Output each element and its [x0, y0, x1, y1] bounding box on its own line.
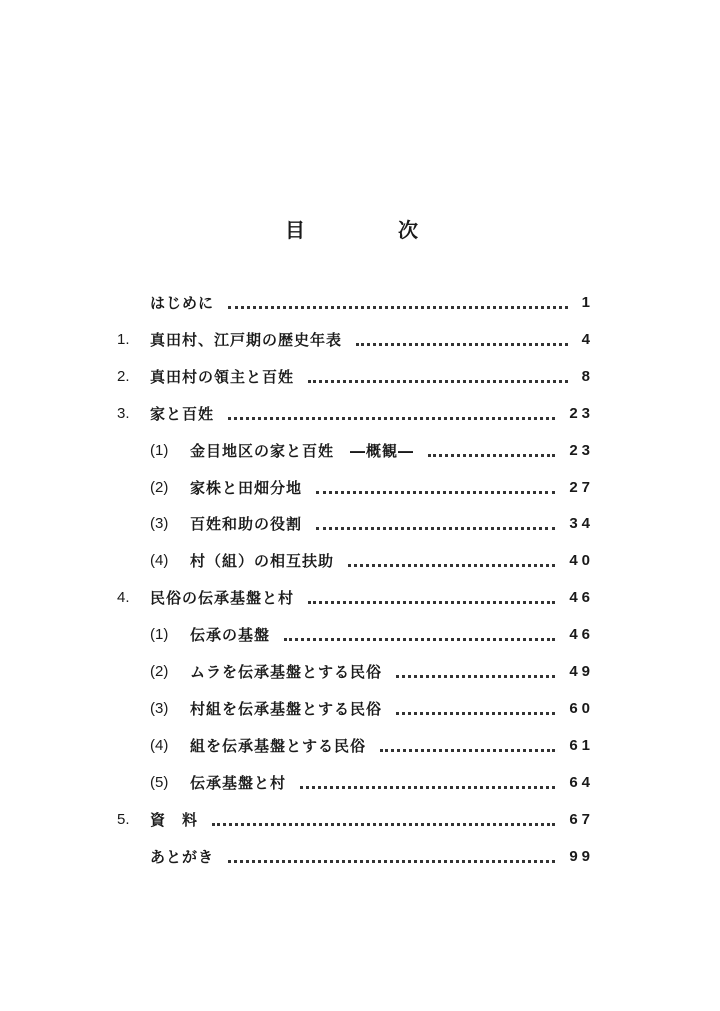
toc-leader-dots	[316, 527, 555, 530]
toc-entry-label: 真田村、江戸期の歴史年表	[150, 330, 343, 349]
toc-entry-page: 23	[569, 404, 594, 422]
toc-entry-label: 伝承基盤と村	[190, 773, 287, 792]
toc-entry-label: 資 料	[150, 810, 199, 829]
toc-entry-page: 61	[569, 736, 594, 754]
toc-entry-page: 8	[581, 367, 594, 385]
toc-entry-page: 64	[569, 773, 594, 791]
toc-entry-label: 家株と田畑分地	[190, 478, 303, 497]
toc-leader-dots	[380, 749, 555, 752]
toc-leader-dots	[284, 638, 555, 641]
toc-entry	[0, 585, 720, 611]
toc-entry-page: 1	[581, 294, 594, 311]
toc-entry	[0, 770, 720, 796]
toc-entry-page: 4	[581, 330, 594, 348]
toc-leader-dots	[228, 860, 555, 863]
toc-leader-dots	[308, 601, 555, 604]
toc-entry-page: 40	[569, 552, 594, 570]
toc-entry-subnumber: (3)	[150, 515, 169, 533]
toc-entry-number: 1.	[117, 330, 130, 348]
toc-entry-subnumber: (1)	[150, 626, 169, 644]
toc-leader-dots	[212, 823, 555, 826]
toc-entry-page: 99	[569, 847, 594, 865]
toc-leader-dots	[308, 380, 568, 383]
toc-entry-subnumber: (5)	[150, 773, 169, 791]
toc-entry	[0, 438, 720, 464]
toc-entry-page: 46	[569, 626, 594, 644]
toc-entry-number: 2.	[117, 367, 130, 385]
toc-entry-label: あとがき	[150, 847, 215, 866]
toc-entry-label: 真田村の領主と百姓	[150, 367, 295, 386]
toc-entry-number: 5.	[117, 810, 130, 828]
toc-entry	[0, 401, 720, 427]
toc-leader-dots	[356, 343, 568, 346]
toc-entry-subnumber: (2)	[150, 663, 169, 680]
toc-title-left: 目	[285, 218, 305, 242]
toc-entry-label: 村組を伝承基盤とする民俗	[190, 699, 383, 718]
toc-entry-page: 23	[569, 441, 594, 459]
toc-entry-subnumber: (2)	[150, 478, 169, 496]
toc-entry	[0, 290, 720, 316]
toc-leader-dots	[228, 417, 555, 420]
toc-entry-page: 27	[569, 478, 594, 496]
toc-entry	[0, 659, 720, 685]
toc-entry	[0, 548, 720, 574]
toc-entry-label: 伝承の基盤	[190, 626, 271, 645]
toc-entry-page: 60	[569, 699, 594, 717]
toc-entry-number: 4.	[117, 589, 130, 607]
toc-entry-label: 家と百姓	[150, 404, 215, 423]
toc-leader-dots	[228, 306, 568, 309]
toc-leader-dots	[396, 675, 555, 678]
toc-entry-subnumber: (3)	[150, 699, 169, 717]
toc-leader-dots	[428, 454, 555, 457]
toc-entry	[0, 696, 720, 722]
toc-entry-page: 67	[569, 810, 594, 828]
toc-entry-page: 49	[569, 663, 594, 680]
toc-entry-label: 百姓和助の役割	[190, 515, 303, 534]
toc-entry-number: 3.	[117, 404, 130, 422]
toc-entry-subnumber: (4)	[150, 736, 169, 754]
toc-entry	[0, 511, 720, 537]
toc-entry-label: 金目地区の家と百姓 ―概観―	[190, 441, 415, 460]
toc-entry-subnumber: (4)	[150, 552, 169, 570]
toc-entry-label: 民俗の伝承基盤と村	[150, 589, 295, 608]
toc-entry-label: 村（組）の相互扶助	[190, 552, 335, 571]
toc-entry-page: 46	[569, 589, 594, 607]
toc-entry	[0, 364, 720, 390]
toc-entry-page: 34	[569, 515, 594, 533]
toc-entry	[0, 475, 720, 501]
toc-entry	[0, 807, 720, 833]
toc-leader-dots	[348, 564, 555, 567]
toc-entry	[0, 733, 720, 759]
toc-entry-subnumber: (1)	[150, 441, 169, 459]
toc-leader-dots	[316, 491, 555, 494]
toc-entry	[0, 622, 720, 648]
toc-leader-dots	[396, 712, 555, 715]
toc-leader-dots	[300, 786, 555, 789]
toc-entry-label: はじめに	[150, 294, 215, 312]
toc-entry	[0, 844, 720, 870]
toc-entry-label: 組を伝承基盤とする民俗	[190, 736, 367, 755]
toc-entry-label: ムラを伝承基盤とする民俗	[190, 663, 383, 681]
toc-title-right: 次	[398, 218, 418, 242]
toc-entry	[0, 327, 720, 353]
